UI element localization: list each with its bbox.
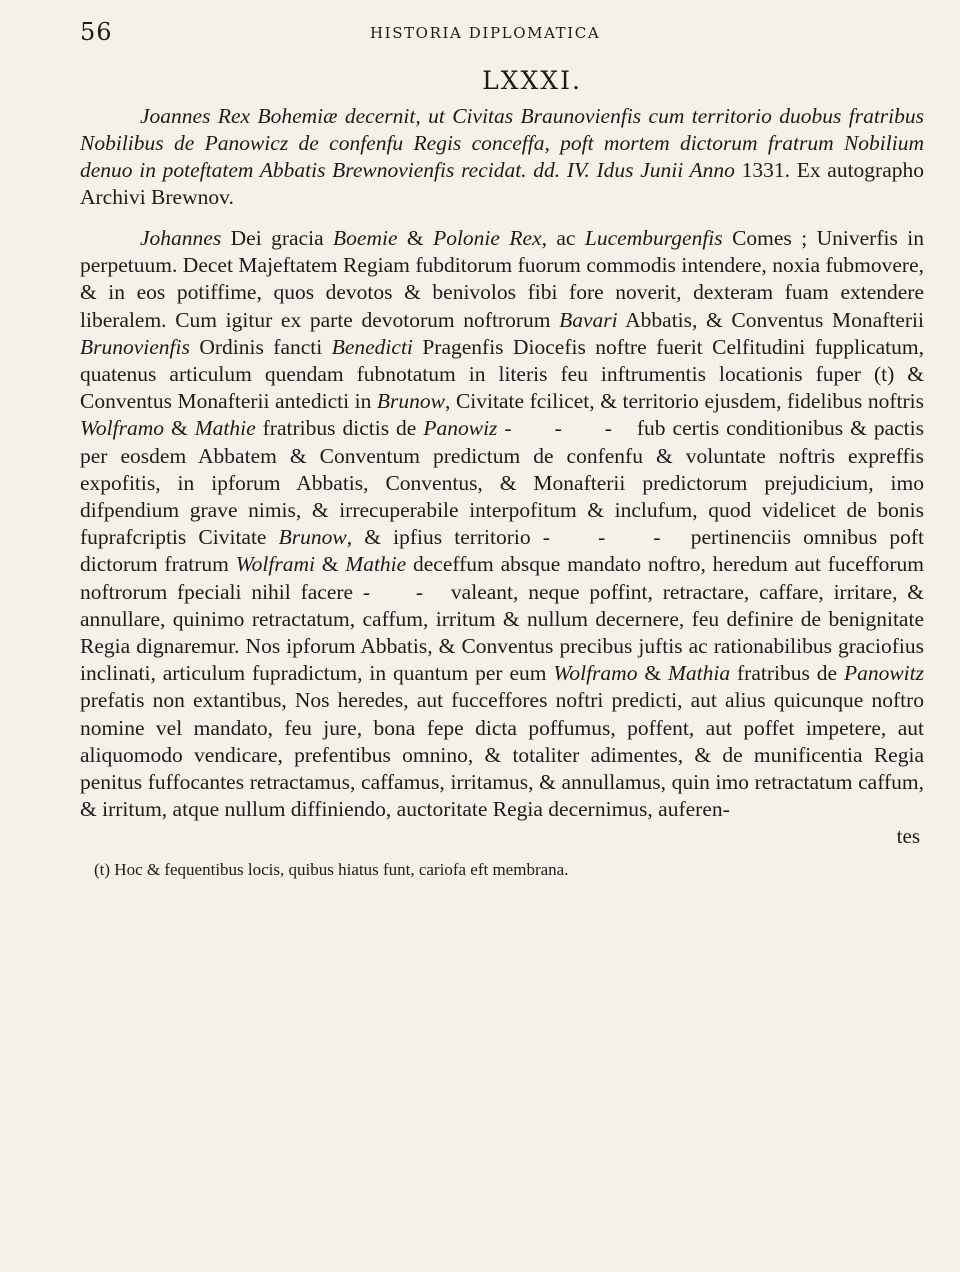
body-segment: Benedicti	[331, 334, 413, 359]
body-segment: Polonie Rex	[433, 226, 542, 250]
body-segment: Comes ; Univerfis in perpetuum. Decet Majeftatem Regiam fubditorum fuorum commodis intendere, noxia fubmovere, & in eos potiffime, quos devotos & benivolos fibi fore noverit, dexteram fuam extendere liberalem. Cum igitur ex parte devotorum noftrorum	[80, 226, 924, 332]
body-segment: pertinenciis omnibus poft dictorum fratrum	[80, 525, 924, 577]
body-segment: Lucemburgenfis	[584, 226, 723, 250]
body-segment: Ordinis fancti	[189, 334, 332, 359]
body-segment: &	[314, 552, 346, 577]
body-segment: Pragenfis Diocefis noftre fuerit Celfitudini fupplicatum, quatenus articulum quendam fubnotatum in literis feu inftrumentis locationis fuper (t) & Conventus Monafterii antedicti in	[80, 334, 924, 414]
document-number: LXXXI.	[482, 66, 582, 95]
body-segment: , Civitate fcilicet, & territorio ejusdem, fidelibus noftris	[445, 389, 924, 414]
body-segment: deceffum absque mandato noftro, heredum aut fucefforum noftrorum fpeciali nihil facere	[80, 552, 925, 604]
catchword: tes	[896, 824, 920, 849]
body-segment: Panowitz	[843, 661, 924, 686]
body-segment: Panowiz	[423, 416, 498, 441]
summary-year: 1331.	[741, 158, 790, 182]
body-segment: , ac	[541, 226, 585, 250]
lacuna-marker: - - -	[504, 416, 630, 441]
body-segment: &	[637, 661, 668, 686]
lacuna-marker: - -	[362, 579, 442, 604]
page-number: 56	[80, 18, 113, 46]
charter-paragraph	[80, 225, 924, 823]
body-segment: Wolframi	[235, 552, 315, 577]
body-segment: Bavari	[559, 307, 618, 332]
body-segment: Wolframo	[80, 416, 165, 441]
body-segment: Mathie	[194, 416, 256, 441]
body-segment: Mathia	[667, 661, 731, 686]
body-segment: &	[164, 416, 195, 441]
body-segment: Brunow	[376, 389, 446, 414]
charter-text	[80, 225, 924, 823]
document-summary	[80, 103, 924, 211]
body-segment: Abbatis, & Conventus Monafterii	[617, 307, 924, 332]
footnote: (t) Hoc & fequentibus locis, quibus hiatus funt, cariofa eft membrana.	[94, 860, 569, 880]
body-segment: Johannes	[140, 226, 222, 250]
running-title: HISTORIA DIPLOMATICA	[370, 24, 601, 42]
lacuna-marker: - - -	[542, 525, 679, 550]
body-segment: Dei gracia	[221, 226, 334, 250]
body-segment: valeant, neque poffint, retractare, caffare, irritare, & annullare, quinimo retractatum, caffum, irritum & nullum decernere, feu definire de benignitate Regia dignaremur. Nos ipforum Abbatis, & Conventus precibus juftis ac rationabilibus graciofius inclinati, articulum fupradictum, in quantum per eum	[80, 579, 925, 686]
body-segment: fub certis conditionibus & pactis per eosdem Abbatem & Conventum predictum de confenfu & voluntate noftris expreffis expofitis, in ipforum Abbatis, Conventus, & Monafterii predictorum prejudicium, imo difpendium grave nimis, & irrecuperabile interpofitum & inclufum, quod videlicet de bonis fuprafcriptis Civitate	[80, 416, 924, 550]
body-segment: Brunovienfis	[80, 334, 190, 359]
body-segment: prefatis non extantibus, Nos heredes, aut fucceffores noftri predicti, aut alius quicunque noftro nomine vel mandato, feu jure, bona fepe dicta poffumus, poffent, aut poffet impetere, aut aliquomodo vendicare, prefentibus omnino, & totaliter adimentes, & de munificentia Regia penitus fuffocantes retractamus, caffamus, irritamus, & annullamus, quin imo retractatum caffum, & irritum, atque nullum diffiniendo, auctoritate Regia decernimus, auferen-	[80, 688, 924, 822]
body-segment: Mathie	[345, 552, 407, 577]
body-segment: Boemie	[333, 226, 398, 250]
summary-text: Joannes Rex Bohemiæ decernit, ut Civitas Braunovienfis cum territorio duobus fratribus Nobilibus de Panowicz de confenfu Regis conceffa, poft mortem dictorum fratrum Nobilium denuo in poteftatem Abbatis Brewnovienfis recidat. dd. IV. Idus Junii Anno	[80, 104, 924, 182]
body-segment: Wolframo	[553, 661, 638, 686]
body-segment: &	[397, 226, 434, 250]
body-segment: , & ipfius territorio	[346, 525, 543, 550]
running-head	[80, 14, 924, 46]
body-segment: fratribus de	[730, 661, 844, 686]
body-segment: Brunow	[278, 525, 347, 550]
body-segment: fratribus dictis de	[255, 416, 424, 441]
summary-source: Ex autographo Archivi Brewnov.	[80, 158, 925, 209]
